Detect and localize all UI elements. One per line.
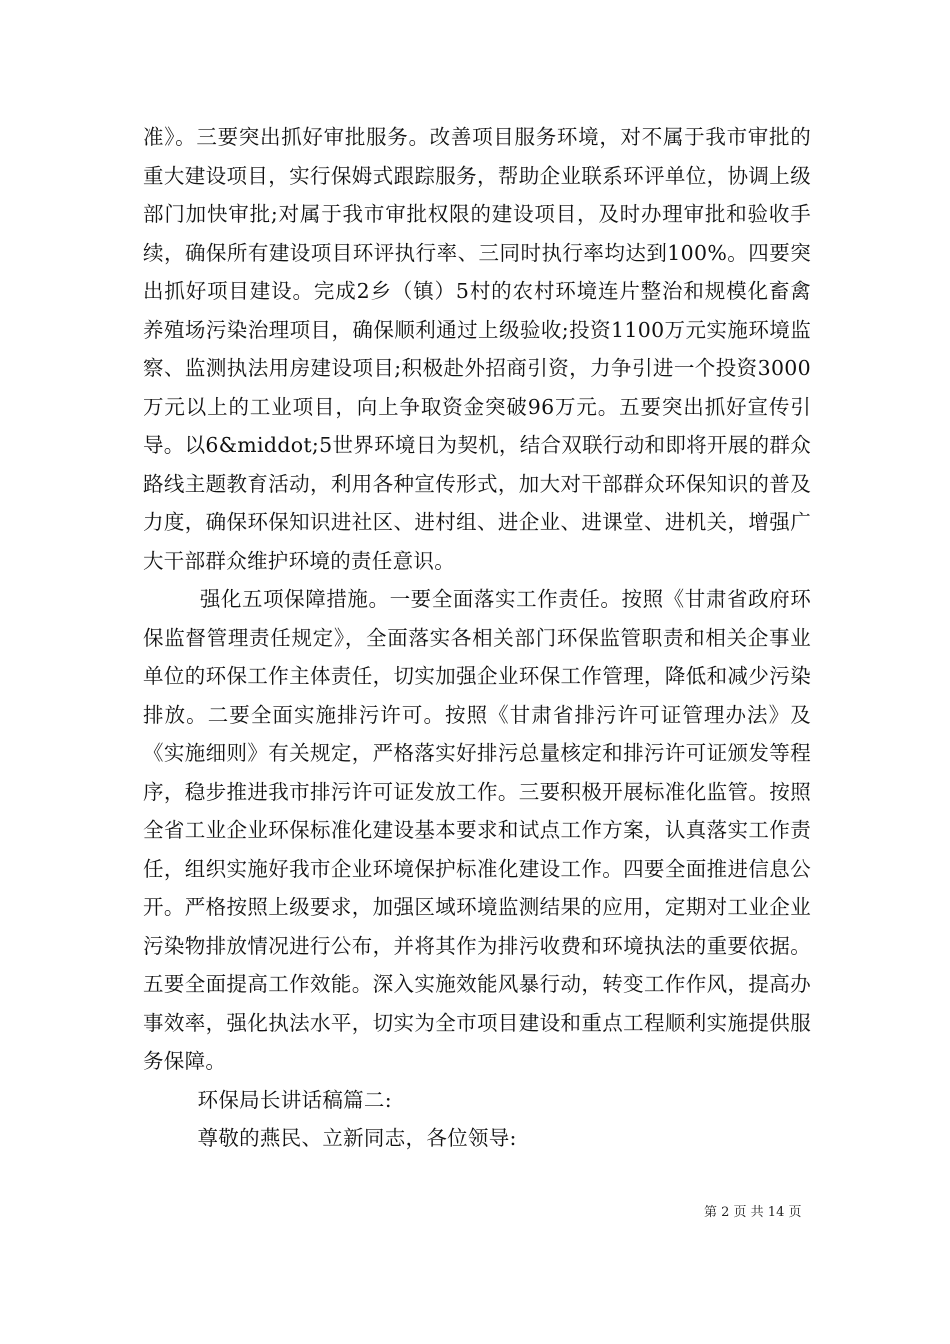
paragraph-salutation: 尊敬的燕民、立新同志，各位领导:: [143, 1126, 517, 1150]
paragraph-project-services: 准》。三要突出抓好审批服务。改善项目服务环境，对不属于我市审批的重大建设项目，实行保姆式跟踪服务，帮助企业联系环评单位，协调上级部门加快审批;对属于我市审批权限的建设项目，及时办理审批和验收手续，确保所有建设项目环评执行率、三同时执行率均达到100%。四要突出抓好项目建设。完成2乡（镇）5村的农村环境连片整治和规模化畜禽养殖场污染治理项目，确保顺利通过上级验收;投资1100万元实施环境监察、监测执法用房建设项目;积极赴外招商引资，力争引进一个投资3000万元以上的工业项目，向上争取资金突破96万元。五要突出抓好宣传引导。以6&middot;5世界环境日为契机，结合双联行动和即将开展的群众路线主题教育活动，利用各种宣传形式，加大对干部群众环保知识的普及力度，确保环保知识进社区、进村组、进企业、进课堂、进机关，增强广大干部群众维护环境的责任意识。: [143, 125, 811, 573]
paragraph-safeguard-measures: 强化五项保障措施。一要全面落实工作责任。按照《甘肃省政府环保监督管理责任规定》，全面落实各相关部门环保监管职责和相关企事业单位的环保工作主体责任，切实加强企业环保工作管理，降低和减少污染排放。二要全面实施排污许可。按照《甘肃省排污许可证管理办法》及《实施细则》有关规定，严格落实好排污总量核定和排污许可证颁发等程序，稳步推进我市排污许可证发放工作。三要积极开展标准化监管。按照全省工业企业环保标准化建设基本要求和试点工作方案，认真落实工作责任，组织实施好我市企业环境保护标准化建设工作。四要全面推进信息公开。严格按照上级要求，加强区域环境监测结果的应用，定期对工业企业污染物排放情况进行公布，并将其作为排污收费和环境执法的重要依据。五要全面提高工作效能。深入实施效能风暴行动，转变工作作风，提高办事效率，强化执法水平，切实为全市项目建设和重点工程顺利实施提供服务保障。: [143, 587, 811, 1073]
page-number-footer: 第 2 页 共 14 页: [704, 1205, 802, 1220]
paragraph-speech-title: 环保局长讲话稿篇二:: [143, 1087, 392, 1112]
document-body: [143, 118, 811, 1158]
